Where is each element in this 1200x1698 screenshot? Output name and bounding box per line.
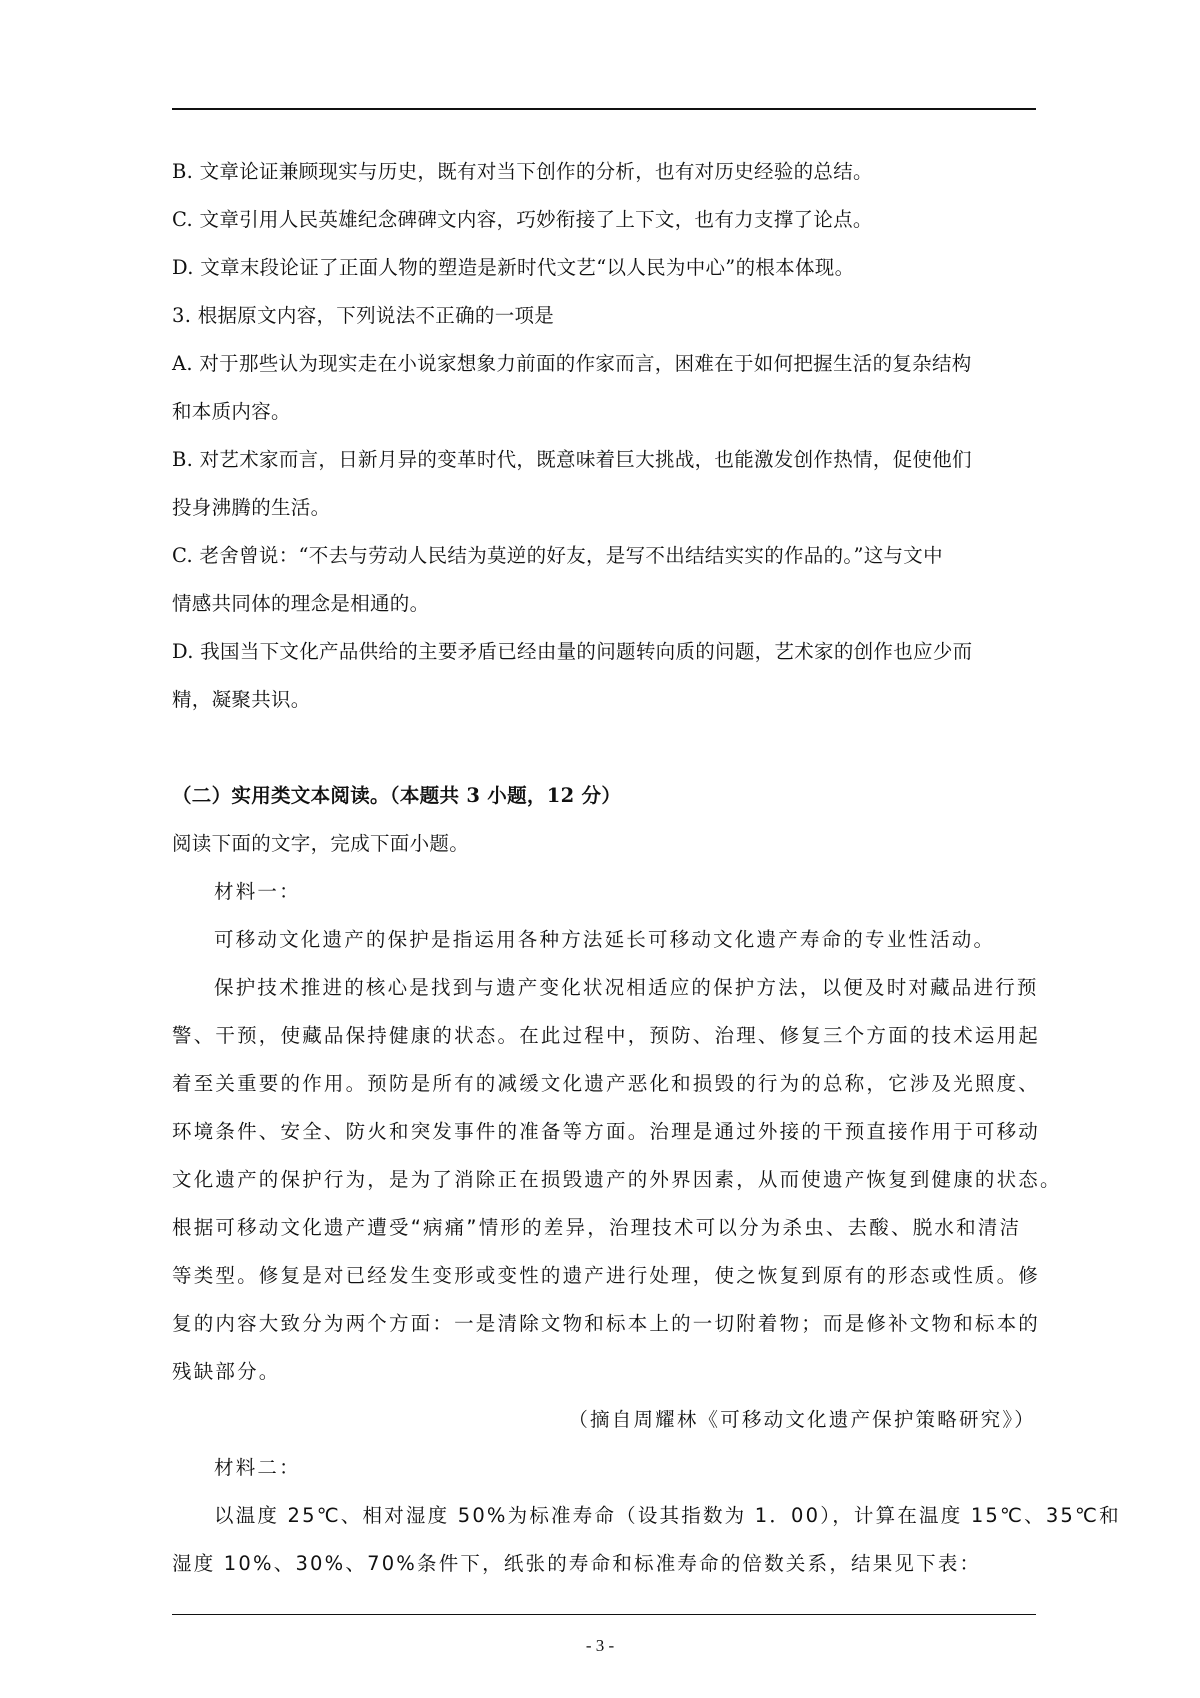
material-2-line: 湿度 10%、30%、70%条件下，纸张的寿命和标准寿命的倍数关系，结果见下表： <box>172 1552 982 1575</box>
material-1-line: 文化遗产的保护行为，是为了消除正在损毁遗产的外界因素，从而使遗产恢复到健康的状态。 <box>172 1168 1062 1191</box>
material-1-line: 复的内容大致分为两个方面：一是清除文物和标本上的一切附着物；而是修补文物和标本的 <box>172 1312 1041 1335</box>
material-1-para-2: 保护技术推进的核心是找到与遗产变化状况相适应的保护方法，以便及时对藏品进行预 <box>214 976 1039 999</box>
reading-instruction: 阅读下面的文字，完成下面小题。 <box>172 832 470 855</box>
option-b: B. 文章论证兼顾现实与历史，既有对当下创作的分析，也有对历史经验的总结。 <box>172 160 873 183</box>
page-number: - 3 - <box>585 1636 615 1655</box>
q3-option-d: D. 我国当下文化产品供给的主要矛盾已经由量的问题转向质的问题，艺术家的创作也应少而 <box>172 640 973 663</box>
section-heading: （二）实用类文本阅读。（本题共 3 小题，12 分） <box>172 784 622 807</box>
header-rule <box>172 108 1036 110</box>
material-1-line: 环境条件、安全、防火和突发事件的准备等方面。治理是通过外接的干预直接作用于可移动 <box>172 1120 1041 1143</box>
material-1-line: 残缺部分。 <box>172 1360 281 1383</box>
material-2-para: 以温度 25℃、相对湿度 50%为标准寿命（设其指数为 1．00），计算在温度 15℃、35℃和 <box>214 1504 1121 1527</box>
q3-option-d-cont: 精，凝聚共识。 <box>172 688 311 711</box>
option-d: D. 文章末段论证了正面人物的塑造是新时代文艺“以人民为中心”的根本体现。 <box>172 256 855 279</box>
material-1-line: 着至关重要的作用。预防是所有的减缓文化遗产恶化和损毁的行为的总称，它涉及光照度、 <box>172 1072 1041 1095</box>
material-1-line: 根据可移动文化遗产遭受“病痛”情形的差异，治理技术可以分为杀虫、去酸、脱水和清洁 <box>172 1216 1022 1239</box>
material-1-line: 警、干预，使藏品保持健康的状态。在此过程中，预防、治理、修复三个方面的技术运用起 <box>172 1024 1041 1047</box>
material-2-label: 材料二： <box>214 1456 301 1479</box>
option-c: C. 文章引用人民英雄纪念碑碑文内容，巧妙衔接了上下文，也有力支撑了论点。 <box>172 208 873 231</box>
q3-option-a-cont: 和本质内容。 <box>172 400 291 423</box>
question-3: 3. 根据原文内容，下列说法不正确的一项是 <box>172 304 555 327</box>
footer-rule <box>172 1614 1036 1615</box>
q3-option-b-cont: 投身沸腾的生活。 <box>172 496 331 519</box>
material-1-label: 材料一： <box>214 880 301 903</box>
page-content <box>172 148 1121 1588</box>
material-1-source: （摘自周耀林《可移动文化遗产保护策略研究》） <box>568 1408 1036 1431</box>
q3-option-c-cont: 情感共同体的理念是相通的。 <box>172 592 430 615</box>
q3-option-b: B. 对艺术家而言，日新月异的变革时代，既意味着巨大挑战，也能激发创作热情，促使他们 <box>172 448 972 471</box>
q3-option-c: C. 老舍曾说：“不去与劳动人民结为莫逆的好友，是写不出结结实实的作品的。”这与文中 <box>172 544 943 567</box>
q3-option-a: A. 对于那些认为现实走在小说家想象力前面的作家而言，困难在于如何把握生活的复杂结构 <box>172 352 972 375</box>
material-1-line: 等类型。修复是对已经发生变形或变性的遗产进行处理，使之恢复到原有的形态或性质。修 <box>172 1264 1041 1287</box>
material-1-para-1: 可移动文化遗产的保护是指运用各种方法延长可移动文化遗产寿命的专业性活动。 <box>214 928 996 951</box>
